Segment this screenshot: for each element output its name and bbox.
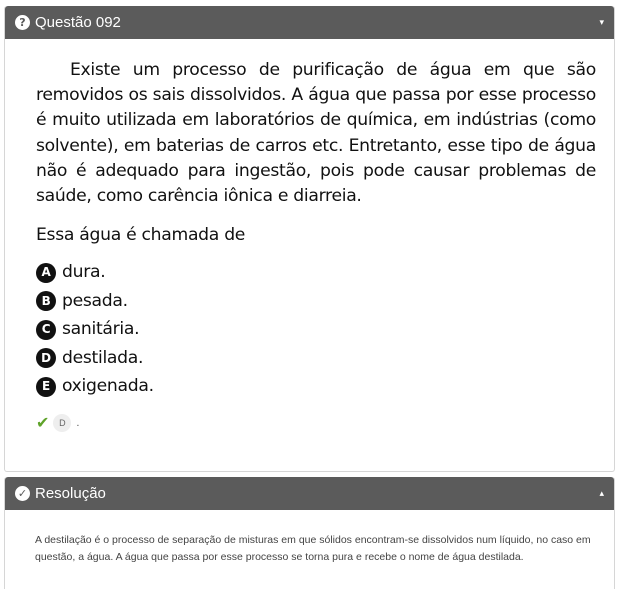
- question-circle-icon: ?: [15, 15, 30, 30]
- answer-badge: D: [53, 414, 71, 432]
- option-c: [36, 315, 596, 344]
- question-prompt: Essa água é chamada de: [36, 225, 246, 246]
- option-letter: A: [36, 263, 56, 283]
- option-text: destilada.: [62, 347, 144, 368]
- caret-down-icon[interactable]: ▾: [599, 17, 604, 28]
- option-text: oxigenada.: [62, 376, 154, 397]
- question-panel-header[interactable]: [5, 6, 614, 39]
- question-text: Existe um processo de purificação de água em que são removidos os sais dissolvidos. A água que passa por esse processo é muito utilizada em laboratórios de química, em indústrias (como solvente), em baterias de carros etc. Entretanto, esse tipo de água não é adequado para ingestão, pois pode causar problemas de saúde, como carência iônica e diarreia.: [36, 60, 596, 207]
- resolution-text: A destilação é o processo de separação de misturas em que sólidos encontram-se dissolvidos num líquido, no caso em questão, a água. A água que passa por esse processo se torna pura e recebe o nome de água destilada.: [35, 534, 591, 563]
- option-letter: C: [36, 320, 56, 340]
- resolution-panel-header[interactable]: [5, 477, 614, 510]
- resolution-panel: [4, 477, 615, 589]
- check-icon: ✔: [36, 413, 50, 432]
- answer-row: [36, 413, 79, 432]
- option-d: [36, 344, 596, 373]
- option-b: [36, 287, 596, 316]
- answer-suffix: .: [76, 416, 80, 429]
- option-text: sanitária.: [62, 319, 140, 340]
- caret-up-icon[interactable]: ▴: [599, 488, 604, 499]
- option-e: [36, 372, 596, 401]
- option-a: [36, 258, 596, 287]
- question-body: [36, 58, 596, 401]
- check-circle-icon: ✓: [15, 486, 30, 501]
- option-text: pesada.: [62, 290, 128, 311]
- option-text: dura.: [62, 262, 106, 283]
- option-letter: D: [36, 348, 56, 368]
- option-letter: E: [36, 377, 56, 397]
- question-title: Questão 092: [35, 14, 121, 31]
- option-letter: B: [36, 291, 56, 311]
- resolution-title: Resolução: [35, 485, 106, 502]
